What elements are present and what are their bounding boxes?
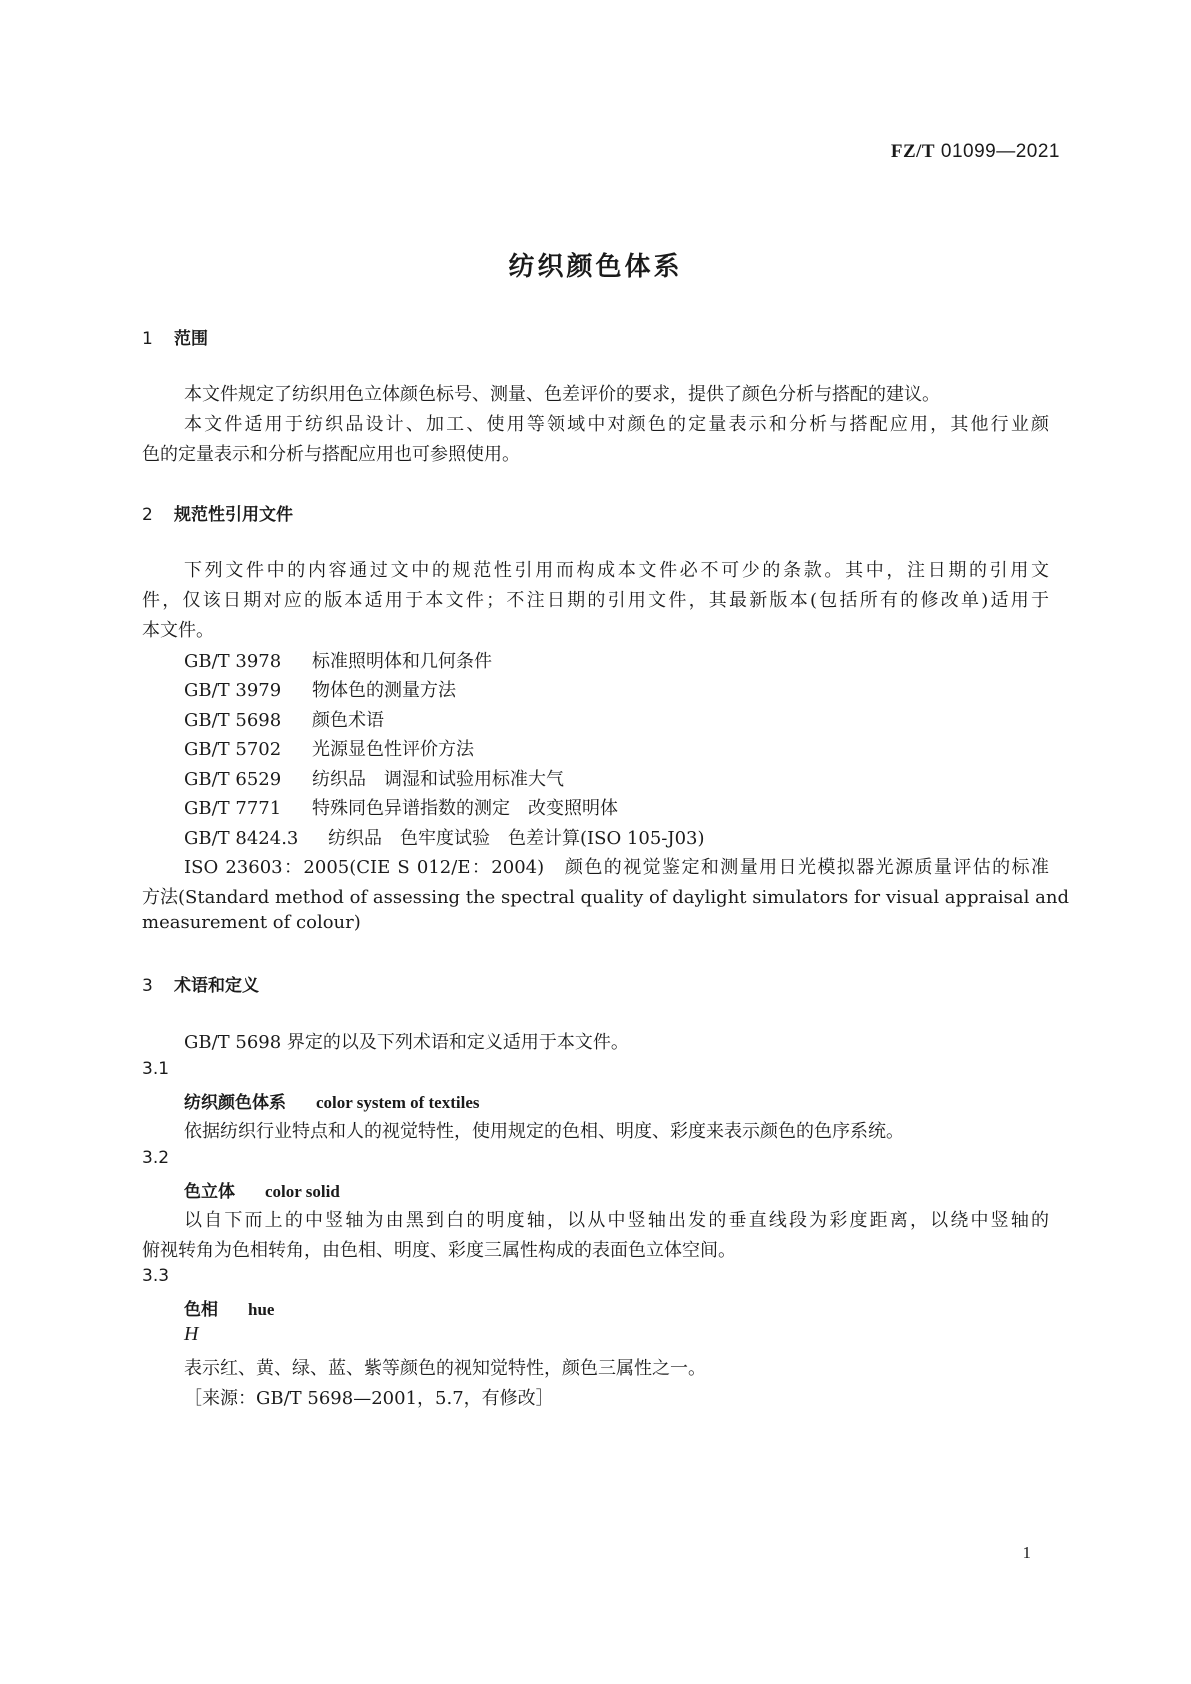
iso-reference-line-1: ISO 23603：2005(CIE S 012/E：2004) 颜色的视觉鉴定和测量用日光模拟器光源质量评估的标准	[184, 857, 1049, 878]
term-english: hue	[248, 1300, 275, 1319]
page-title: 纺织颜色体系	[508, 252, 683, 282]
term-definition: 依据纺织行业特点和人的视觉特性，使用规定的色相、明度、彩度来表示颜色的色序系统。	[184, 1121, 904, 1142]
term-english: color system of textiles	[316, 1093, 480, 1112]
reference-title: 纺织品 调湿和试验用标准大气	[312, 769, 564, 790]
term-chinese: 色立体	[184, 1182, 235, 1202]
page-number: 1	[1022, 1543, 1031, 1562]
section-2-intro-line-3: 本文件。	[142, 620, 214, 641]
term-definition: 表示红、黄、绿、蓝、紫等颜色的视知觉特性，颜色三属性之一。	[184, 1358, 706, 1379]
term-english: color solid	[265, 1182, 340, 1201]
section-number: 1	[142, 329, 153, 349]
section-2-heading	[142, 500, 293, 525]
section-2-intro-line-2: 件，仅该日期对应的版本适用于本文件；不注日期的引用文件，其最新版本(包括所有的修改单)适用于	[142, 590, 1049, 611]
term-entry	[184, 1088, 480, 1113]
term-definition-line-1: 以自下而上的中竖轴为由黑到白的明度轴，以从中竖轴出发的垂直线段为彩度距离，以绕中竖轴的	[184, 1210, 1049, 1231]
section-title: 术语和定义	[174, 976, 259, 996]
section-1-paragraph-2-line-2: 色的定量表示和分析与搭配应用也可参照使用。	[142, 444, 520, 465]
document-code-prefix: FZ/T	[890, 141, 936, 162]
section-title: 范围	[174, 329, 208, 349]
reference-item	[184, 647, 492, 673]
term-entry	[184, 1177, 340, 1202]
reference-item	[184, 706, 384, 732]
reference-code: GB/T 3978	[184, 651, 282, 672]
document-code	[891, 141, 1060, 163]
term-source: ［来源：GB/T 5698—2001，5.7，有修改］	[184, 1388, 554, 1409]
reference-code: GB/T 6529	[184, 769, 282, 790]
section-number: 2	[142, 505, 153, 525]
term-definition-line-2: 俯视转角为色相转角，由色相、明度、彩度三属性构成的表面色立体空间。	[142, 1240, 736, 1261]
reference-title: 特殊同色异谱指数的测定 改变照明体	[312, 798, 618, 819]
section-3-heading	[142, 971, 259, 996]
reference-code: GB/T 8424.3	[184, 828, 299, 849]
reference-item	[184, 794, 618, 820]
term-number: 3.3	[142, 1266, 170, 1286]
reference-item	[184, 824, 705, 850]
reference-item	[184, 735, 474, 761]
section-1-paragraph-2-line-1: 本文件适用于纺织品设计、加工、使用等领域中对颜色的定量表示和分析与搭配应用，其他行业颜	[184, 414, 1049, 435]
section-1-heading	[142, 324, 208, 349]
reference-title: 纺织品 色牢度试验 色差计算(ISO 105-J03)	[328, 828, 705, 849]
reference-code: GB/T 3979	[184, 680, 282, 701]
term-entry	[184, 1295, 274, 1320]
section-3-intro: GB/T 5698 界定的以及下列术语和定义适用于本文件。	[184, 1032, 629, 1053]
section-1-paragraph-1: 本文件规定了纺织用色立体颜色标号、测量、色差评价的要求，提供了颜色分析与搭配的建议。	[184, 384, 940, 405]
document-code-number: 01099—2021	[940, 141, 1060, 162]
reference-code: GB/T 7771	[184, 798, 282, 819]
reference-item	[184, 765, 564, 791]
reference-title: 物体色的测量方法	[312, 680, 456, 701]
term-chinese: 色相	[184, 1300, 218, 1320]
reference-code: GB/T 5702	[184, 739, 282, 760]
section-number: 3	[142, 976, 153, 996]
term-chinese: 纺织颜色体系	[184, 1093, 286, 1113]
section-2-intro-line-1: 下列文件中的内容通过文中的规范性引用而构成本文件必不可少的条款。其中，注日期的引用文	[184, 560, 1049, 581]
term-number: 3.2	[142, 1148, 170, 1168]
iso-reference-line-2: 方法(Standard method of assessing the spectral quality of daylight simulators for visual appraisal and	[142, 887, 1069, 908]
iso-reference-line-3: measurement of colour)	[142, 912, 361, 933]
reference-item	[184, 676, 456, 702]
section-title: 规范性引用文件	[174, 505, 293, 525]
reference-title: 光源显色性评价方法	[312, 739, 474, 760]
term-symbol: H	[184, 1323, 199, 1345]
reference-title: 颜色术语	[312, 710, 384, 731]
term-number: 3.1	[142, 1059, 170, 1079]
reference-code: GB/T 5698	[184, 710, 282, 731]
reference-title: 标准照明体和几何条件	[312, 651, 492, 672]
